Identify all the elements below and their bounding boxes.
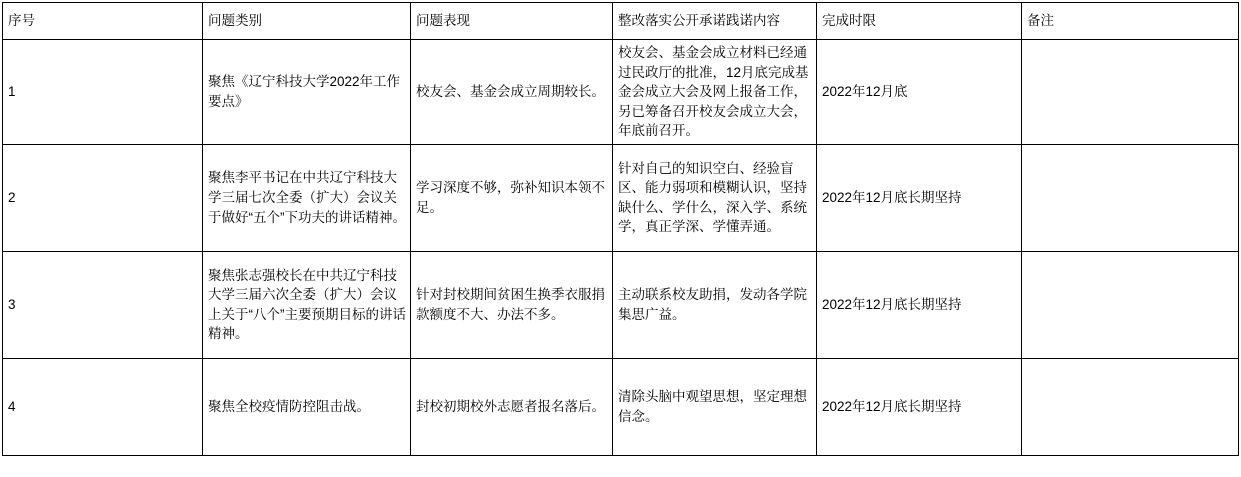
header-cell-category: 问题类别 — [203, 3, 411, 40]
header-cell-manifestation: 问题表现 — [411, 3, 613, 40]
row-category: 聚焦《辽宁科技大学2022年工作要点》 — [203, 40, 411, 145]
row-category: 聚焦全校疫情防控阻击战。 — [203, 358, 411, 455]
row-category: 聚焦张志强校长在中共辽宁科技大学三届六次全委（扩大）会议上关于“八个”主要预期目标的讲话精神。 — [203, 251, 411, 358]
row-note — [1022, 358, 1239, 455]
row-note — [1022, 40, 1239, 145]
table-row — [3, 251, 1239, 358]
row-manifestation: 学习深度不够，弥补知识本领不足。 — [411, 144, 613, 251]
row-note — [1022, 144, 1239, 251]
row-index: 2 — [3, 144, 203, 251]
row-manifestation: 针对封校期间贫困生换季衣服捐款额度不大、办法不多。 — [411, 251, 613, 358]
row-index: 3 — [3, 251, 203, 358]
table-header — [3, 3, 1239, 40]
header-cell-note: 备注 — [1022, 3, 1239, 40]
row-pledge: 校友会、基金会成立材料已经通过民政厅的批准，12月底完成基金会成立大会及网上报备工作，另已筹备召开校友会成立大会，年底前召开。 — [613, 40, 817, 145]
commitment-table — [2, 2, 1239, 456]
table-row — [3, 144, 1239, 251]
header-cell-pledge: 整改落实公开承诺践诺内容 — [613, 3, 817, 40]
row-manifestation: 校友会、基金会成立周期较长。 — [411, 40, 613, 145]
row-pledge: 主动联系校友助捐，发动各学院集思广益。 — [613, 251, 817, 358]
table-row — [3, 40, 1239, 145]
table-header-row — [3, 3, 1239, 40]
row-deadline: 2022年12月底长期坚持 — [817, 358, 1022, 455]
header-cell-deadline: 完成时限 — [817, 3, 1022, 40]
row-category: 聚焦李平书记在中共辽宁科技大学三届七次全委（扩大）会议关于做好“五个”下功夫的讲话精神。 — [203, 144, 411, 251]
table-row — [3, 358, 1239, 455]
table-body — [3, 40, 1239, 456]
row-manifestation: 封校初期校外志愿者报名落后。 — [411, 358, 613, 455]
row-pledge: 清除头脑中观望思想，坚定理想信念。 — [613, 358, 817, 455]
row-deadline: 2022年12月底 — [817, 40, 1022, 145]
row-note — [1022, 251, 1239, 358]
row-pledge: 针对自己的知识空白、经验盲区、能力弱项和模糊认识，坚持缺什么、学什么，深入学、系统学，真正学深、学懂弄通。 — [613, 144, 817, 251]
row-deadline: 2022年12月底长期坚持 — [817, 144, 1022, 251]
row-index: 4 — [3, 358, 203, 455]
row-index: 1 — [3, 40, 203, 145]
row-deadline: 2022年12月底长期坚持 — [817, 251, 1022, 358]
header-cell-index: 序号 — [3, 3, 203, 40]
